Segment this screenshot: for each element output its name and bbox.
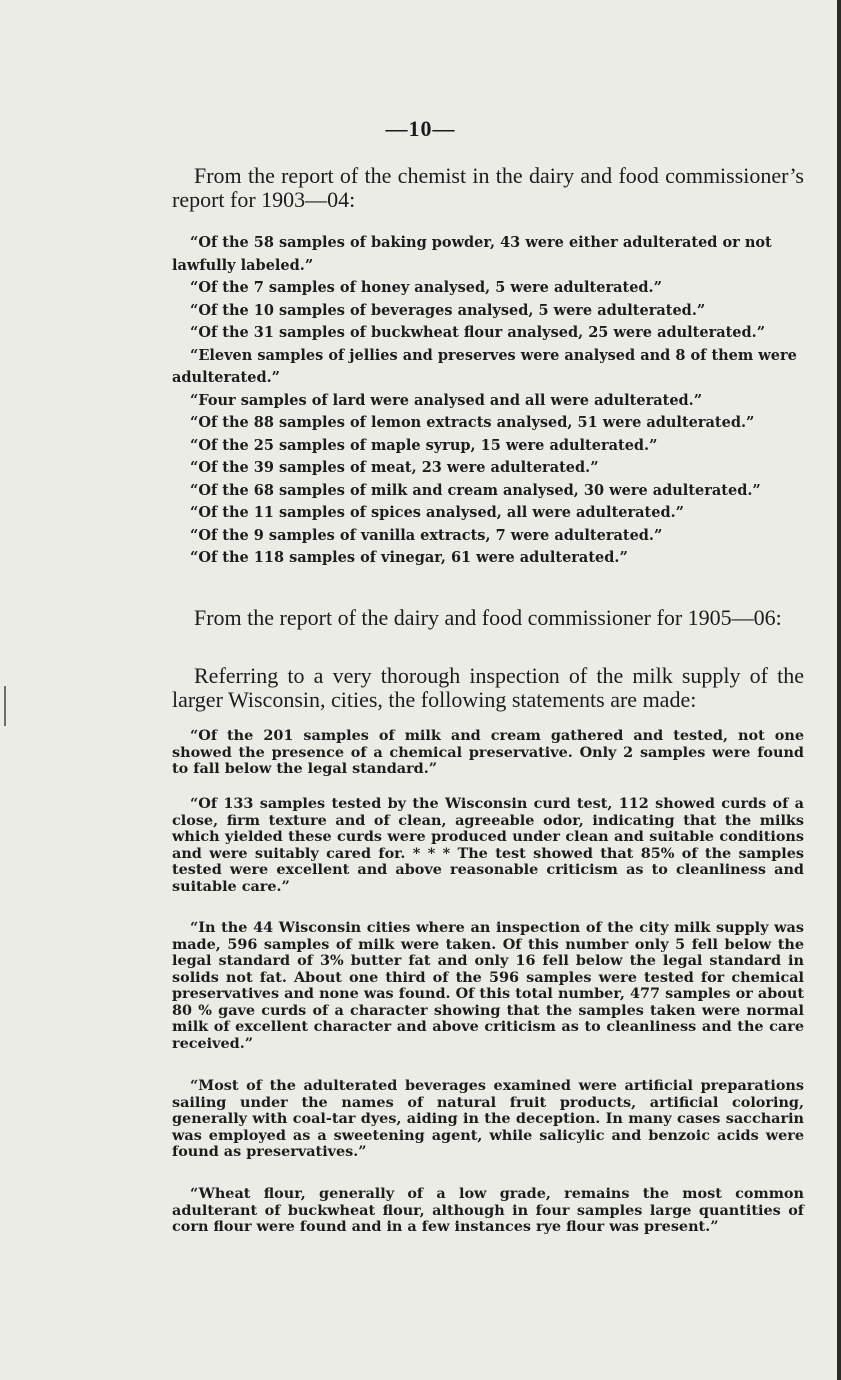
quote-lard: “Four samples of lard were analysed and all were adulterated.”: [190, 391, 703, 409]
paragraph-city-milk: “In the 44 Wisconsin cities where an inspection of the city milk supply was made, 596 samples of milk were taken. Of this number only 5 fell below the legal standard of 3% butter fat and only 16 fell below the legal standard in solids not fat. About one third of the 596 samples were tested for chemical preservatives and none was found. Of this total number, 477 samples or about 80 % gave curds of a character showing that the samples taken were normal milk of excellent character and above criticism as to cleanliness and the care received.”: [172, 919, 804, 1052]
quote-buckwheat: “Of the 31 samples of buckwheat flour analysed, 25 were adulterated.”: [190, 324, 766, 341]
section2-intro: Referring to a very thorough inspection of the milk supply of the larger Wisconsin, cities, the following statements are made:: [172, 663, 804, 712]
page-number: —10—: [385, 116, 456, 141]
paragraph-curd-test: “Of 133 samples tested by the Wisconsin curd test, 112 showed curds of a close, firm texture and of clean, agreeable odor, indicating that the milks which yielded these curds were produced under clean and suitable conditions and were suitably cared for. * * * The test showed that 85% of the samples tested were excellent and above reasonable criticism as to cleanliness and suitable care.”: [172, 795, 804, 895]
paragraph-beverages: “Most of the adulterated beverages examined were artificial preparations sailing under the names of natural fruit products, artificial coloring, generally with coal-tar dyes, aiding in the deception. In many cases saccharin was employed as a sweetening agent, while salicylic and benzoic acids were found as preservatives.”: [172, 1077, 804, 1160]
section1-heading: From the report of the chemist in the dairy and food commissioner’s report for 1903—04:: [172, 163, 804, 212]
quote-honey: “Of the 7 samples of honey analysed, 5 were adulterated.”: [190, 279, 662, 296]
quote-jellies: “Eleven samples of jellies and preserves were analysed and 8 of them were adulterated.”: [172, 346, 797, 386]
paragraph-wheat-flour: “Wheat flour, generally of a low grade, remains the most common adulterant of buckwheat flour, although in four samples large quantities of corn flour were found and in a few instances rye flour was present.”: [172, 1185, 804, 1235]
section1-quotes: [172, 232, 804, 570]
quote-milk-cream: “Of the 68 samples of milk and cream analysed, 30 were adulterated.”: [190, 481, 761, 499]
quote-vinegar: “Of the 118 samples of vinegar, 61 were adulterated.”: [190, 549, 628, 566]
quote-meat: “Of the 39 samples of meat, 23 were adulterated.”: [190, 459, 599, 476]
quote-maple-syrup: “Of the 25 samples of maple syrup, 15 were adulterated.”: [190, 436, 658, 454]
section2-heading: From the report of the dairy and food commissioner for 1905—06:: [194, 605, 782, 630]
quote-vanilla: “Of the 9 samples of vanilla extracts, 7 were adulterated.”: [190, 526, 663, 544]
quote-spices: “Of the 11 samples of spices analysed, all were adulterated.”: [190, 504, 684, 521]
page-edge-shadow: [837, 0, 841, 1380]
margin-mark: [4, 686, 6, 726]
paragraph-milk-cream: “Of the 201 samples of milk and cream gathered and tested, not one showed the presence of a chemical preservative. Only 2 samples were found to fall below the legal standard.”: [172, 727, 804, 777]
quote-beverages: “Of the 10 samples of beverages analysed, 5 were adulterated.”: [190, 301, 706, 319]
quote-baking-powder: “Of the 58 samples of baking powder, 43 were either adulterated or not lawfully labeled.”: [172, 234, 772, 274]
quote-lemon-extracts: “Of the 88 samples of lemon extracts analysed, 51 were adulterated.”: [190, 414, 755, 431]
